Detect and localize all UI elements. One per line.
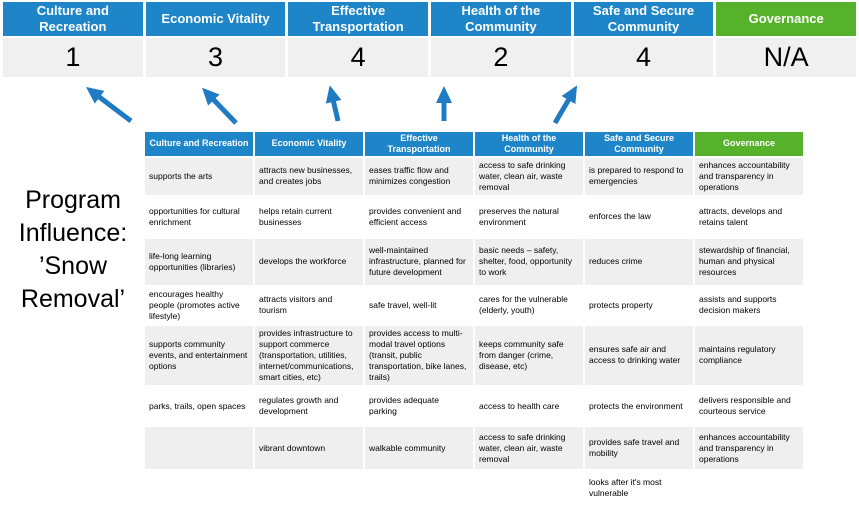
matrix-row [145, 158, 803, 195]
matrix-cell: provides convenient and efficient access [365, 197, 473, 237]
score-table [3, 2, 856, 77]
program-influence-label: Program Influence: ’Snow Removal’ [18, 186, 128, 313]
matrix-column-header: Safe and Secure Community [585, 132, 693, 156]
matrix-row [145, 387, 803, 425]
matrix-column-header: Culture and Recreation [145, 132, 253, 156]
score-column-header: Effective Transportation [288, 2, 428, 36]
matrix-cell: regulates growth and development [255, 387, 363, 425]
influence-arrows [0, 78, 660, 132]
score-value: N/A [716, 38, 856, 77]
score-value: 4 [574, 38, 714, 77]
matrix-cell: provides access to multi-modal travel options (transit, public transportation, bike lanes, trails) [365, 326, 473, 385]
matrix-row [145, 197, 803, 237]
influence-arrow-icon [209, 95, 236, 123]
matrix-cell: develops the workforce [255, 239, 363, 285]
matrix-cell [695, 471, 803, 504]
matrix-row [145, 239, 803, 285]
matrix-cell [255, 471, 363, 504]
matrix-cell: access to health care [475, 387, 583, 425]
matrix-cell: attracts new businesses, and creates jobs [255, 158, 363, 195]
matrix-cell: supports community events, and entertainment options [145, 326, 253, 385]
influence-arrow-icon [555, 94, 572, 123]
matrix-cell: encourages healthy people (promotes active lifestyle) [145, 287, 253, 324]
matrix-cell: provides infrastructure to support commerce (transportation, utilities, internet/communications, smart cities, etc) [255, 326, 363, 385]
matrix-cell: enhances accountability and transparency in operations [695, 158, 803, 195]
matrix-cell: basic needs – safety, shelter, food, opportunity to work [475, 239, 583, 285]
matrix-cell [475, 471, 583, 504]
matrix-cell: provides safe travel and mobility [585, 427, 693, 469]
score-column-header: Health of the Community [431, 2, 571, 36]
matrix-cell [145, 427, 253, 469]
matrix-header-row [145, 132, 803, 156]
influence-arrow-icon [332, 95, 338, 121]
matrix-cell: assists and supports decision makers [695, 287, 803, 324]
matrix-cell: life-long learning opportunities (libraries) [145, 239, 253, 285]
matrix-cell: vibrant downtown [255, 427, 363, 469]
matrix-cell: well-maintained infrastructure, planned for future development [365, 239, 473, 285]
matrix-cell: maintains regulatory compliance [695, 326, 803, 385]
matrix-cell: reduces crime [585, 239, 693, 285]
matrix-row [145, 287, 803, 324]
matrix-cell: opportunities for cultural enrichment [145, 197, 253, 237]
score-value: 4 [288, 38, 428, 77]
matrix-cell: is prepared to respond to emergencies [585, 158, 693, 195]
matrix-cell: safe travel, well-lit [365, 287, 473, 324]
matrix-cell: eases traffic flow and minimizes congestion [365, 158, 473, 195]
matrix-cell [145, 471, 253, 504]
matrix-row [145, 427, 803, 469]
score-column-header: Safe and Secure Community [574, 2, 714, 36]
matrix-cell: access to safe drinking water, clean air, waste removal [475, 427, 583, 469]
matrix-cell: ensures safe air and access to drinking water [585, 326, 693, 385]
matrix-cell: supports the arts [145, 158, 253, 195]
score-value: 3 [146, 38, 286, 77]
score-value: 1 [3, 38, 143, 77]
matrix-column-header: Economic Vitality [255, 132, 363, 156]
score-value: 2 [431, 38, 571, 77]
matrix-cell: delivers responsible and courteous service [695, 387, 803, 425]
matrix-column-header: Health of the Community [475, 132, 583, 156]
matrix-column-header: Governance [695, 132, 803, 156]
matrix-body [145, 158, 803, 505]
score-column-header: Culture and Recreation [3, 2, 143, 36]
matrix-cell: provides adequate parking [365, 387, 473, 425]
matrix-cell: protects the environment [585, 387, 693, 425]
matrix-cell: access to safe drinking water, clean air, waste removal [475, 158, 583, 195]
matrix-cell: looks after it's most vulnerable [585, 471, 693, 504]
influence-matrix [143, 130, 805, 506]
matrix-cell: enforces the law [585, 197, 693, 237]
matrix-cell: keeps community safe from danger (crime, disease, etc) [475, 326, 583, 385]
matrix-cell: parks, trails, open spaces [145, 387, 253, 425]
matrix-row [145, 471, 803, 504]
matrix-cell: preserves the natural environment [475, 197, 583, 237]
matrix-cell: enhances accountability and transparency in operations [695, 427, 803, 469]
matrix-cell: cares for the vulnerable (elderly, youth) [475, 287, 583, 324]
score-column-header: Governance [716, 2, 856, 36]
matrix-row [145, 326, 803, 385]
influence-arrow-icon [94, 93, 131, 121]
matrix-column-header: Effective Transportation [365, 132, 473, 156]
matrix-cell: helps retain current businesses [255, 197, 363, 237]
matrix-cell: attracts visitors and tourism [255, 287, 363, 324]
matrix-cell: walkable community [365, 427, 473, 469]
matrix-cell: protects property [585, 287, 693, 324]
matrix-cell: stewardship of financial, human and physical resources [695, 239, 803, 285]
score-column-header: Economic Vitality [146, 2, 286, 36]
matrix-cell: attracts, develops and retains talent [695, 197, 803, 237]
matrix-cell [365, 471, 473, 504]
